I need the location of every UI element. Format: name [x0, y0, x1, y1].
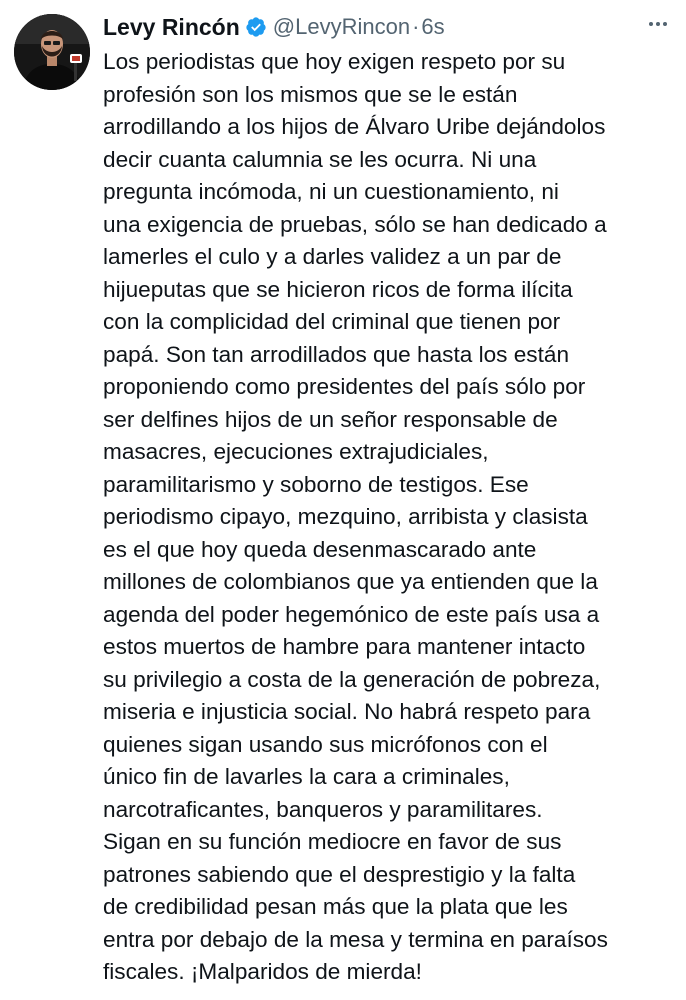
- verified-badge-icon: [245, 16, 267, 38]
- tweet-header: [103, 10, 666, 44]
- tweet-text-line: masacres, ejecuciones extrajudiciales,: [103, 439, 489, 464]
- avatar[interactable]: [14, 14, 90, 90]
- tweet-text-line: ser delfines hijos de un señor responsable de: [103, 406, 558, 432]
- tweet-text-line: Sigan en su función mediocre en favor de sus: [103, 829, 562, 854]
- tweet-text-line: de credibilidad pesan más que la plata que les: [103, 894, 568, 919]
- display-name[interactable]: Levy Rincón: [103, 13, 240, 40]
- tweet-text-line: paramilitarismo y soborno de testigos. Ese: [103, 471, 529, 497]
- tweet-text-line: agenda del poder hegemónico de este país usa a: [103, 601, 600, 627]
- tweet-text-line: narcotraficantes, banqueros y paramilitares.: [103, 796, 543, 822]
- avatar-image: [14, 14, 90, 90]
- tweet-text-line: proponiendo como presidentes del país sólo por: [103, 374, 586, 399]
- tweet-text-line: su privilegio a costa de la generación de pobreza,: [103, 666, 601, 692]
- tweet-text-line: profesión son los mismos que se le están: [103, 81, 518, 107]
- tweet-text-line: estos muertos de hambre para mantener intacto: [103, 634, 586, 659]
- tweet-text-line: una exigencia de pruebas, sólo se han dedicado a: [103, 211, 607, 237]
- tweet-text-line: entra por debajo de la mesa y termina en paraísos: [103, 926, 608, 952]
- timestamp[interactable]: 6s: [421, 14, 445, 39]
- tweet-text-line: Los periodistas que hoy exigen respeto por su: [103, 49, 566, 74]
- tweet-text-line: único fin de lavarles la cara a criminales,: [103, 764, 510, 789]
- tweet-text-line: fiscales. ¡Malparidos de mierda!: [103, 959, 422, 984]
- tweet-text: [103, 46, 669, 989]
- tweet-text-line: pregunta incómoda, ni un cuestionamiento, ni: [103, 179, 559, 204]
- tweet-text-line: periodismo cipayo, mezquino, arribista y clasista: [103, 504, 588, 529]
- tweet-text-line: papá. Son tan arrodillados que hasta los están: [103, 341, 570, 367]
- tweet-text-line: decir cuanta calumnia se les ocurra. Ni una: [103, 146, 537, 172]
- tweet-text-line: arrodillando a los hijos de Álvaro Uribe dejándolos: [103, 114, 606, 139]
- separator-dot: ·: [412, 14, 420, 39]
- tweet-text-line: quienes sigan usando sus micrófonos con el: [103, 731, 548, 757]
- more-horizontal-icon: [646, 12, 670, 36]
- tweet-text-line: millones de colombianos que ya entienden que la: [103, 569, 598, 594]
- tweet-text-line: miseria e injusticia social. No habrá respeto para: [103, 699, 591, 724]
- tweet-text-line: lamerles el culo y a darles validez a un par de: [103, 244, 562, 269]
- tweet-text-line: con la complicidad del criminal que tienen por: [103, 309, 561, 334]
- tweet-text-line: hijueputas que se hicieron ricos de forma ilícita: [103, 276, 573, 302]
- user-handle[interactable]: @LevyRincon: [272, 14, 411, 39]
- tweet-text-line: es el que hoy queda desenmascarado ante: [103, 536, 537, 562]
- tweet-text-line: patrones sabiendo que el desprestigio y la falta: [103, 861, 576, 887]
- more-options-button[interactable]: [644, 10, 672, 38]
